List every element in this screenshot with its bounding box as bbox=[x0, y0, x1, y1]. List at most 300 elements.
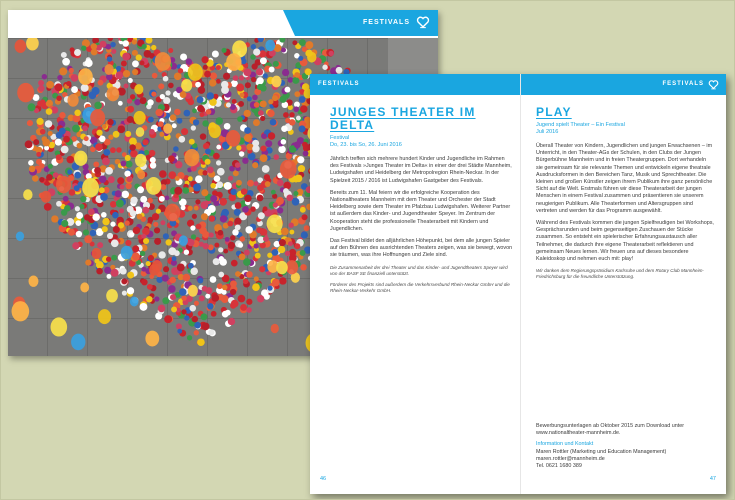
crowd-person bbox=[116, 71, 124, 79]
crowd-person bbox=[296, 116, 301, 121]
crowd-person bbox=[199, 295, 205, 301]
crowd-person bbox=[264, 174, 270, 180]
crowd-person bbox=[159, 170, 167, 178]
crowd-person bbox=[268, 132, 275, 139]
crowd-person bbox=[207, 167, 214, 174]
crowd-person bbox=[267, 110, 275, 118]
crowd-person bbox=[101, 212, 107, 218]
crowd-person bbox=[194, 206, 199, 211]
crowd-person bbox=[211, 294, 219, 302]
crowd-person bbox=[61, 146, 69, 154]
crowd-person bbox=[61, 52, 67, 58]
crowd-person bbox=[162, 275, 169, 282]
crowd-person bbox=[187, 335, 192, 340]
crowd-person bbox=[140, 196, 147, 203]
crowd-person bbox=[286, 194, 293, 201]
crowd-person bbox=[170, 294, 176, 300]
crowd-person bbox=[251, 77, 256, 82]
crowd-person bbox=[75, 206, 80, 211]
crowd-person bbox=[253, 49, 260, 56]
crowd-person bbox=[159, 132, 164, 137]
crowd-person bbox=[163, 76, 169, 82]
crowd-person bbox=[29, 166, 36, 173]
back-page-section-label: FESTIVALS bbox=[363, 19, 410, 26]
left-paragraph: Das Festival bildet den alljährlichen Höhepunkt, bei dem alle jungen Spieler auf den Bühnen des ausrichtenden Theaters zeigen, was sie bewegt, wovon sie träumen, was ihre Hoffnungen und Ziele sind. bbox=[330, 238, 513, 259]
balloon bbox=[74, 151, 87, 166]
crowd-person bbox=[298, 165, 305, 172]
crowd-person bbox=[121, 278, 127, 284]
crowd-person bbox=[221, 48, 226, 53]
crowd-person bbox=[28, 160, 34, 166]
crowd-person bbox=[192, 108, 197, 113]
crowd-person bbox=[200, 201, 208, 209]
crowd-person bbox=[260, 229, 267, 236]
crowd-person bbox=[289, 119, 295, 125]
crowd-person bbox=[241, 59, 247, 65]
crowd-person bbox=[181, 309, 186, 314]
crowd-person bbox=[283, 112, 289, 118]
contact-block bbox=[536, 423, 714, 470]
balloon bbox=[92, 248, 102, 259]
balloon bbox=[271, 324, 279, 334]
crowd-person bbox=[133, 227, 140, 234]
left-subtitle: Festival bbox=[330, 135, 350, 141]
crowd-person bbox=[100, 41, 107, 48]
right-column bbox=[536, 106, 714, 285]
crowd-person bbox=[267, 286, 272, 291]
crowd-person bbox=[44, 203, 52, 211]
crowd-person bbox=[217, 168, 225, 176]
crowd-person bbox=[130, 197, 137, 204]
crowd-person bbox=[282, 69, 289, 76]
crowd-person bbox=[277, 207, 283, 213]
crowd-person bbox=[278, 146, 285, 153]
left-date: Do, 23. bis So, 26. Juni 2016 bbox=[330, 142, 402, 148]
crowd-person bbox=[187, 239, 194, 246]
crowd-person bbox=[81, 46, 86, 51]
crowd-person bbox=[288, 222, 293, 227]
crowd-person bbox=[140, 251, 145, 256]
crowd-person bbox=[84, 235, 92, 243]
balloon bbox=[56, 176, 71, 193]
left-note: Die Zusammenarbeit der drei Theater und das Kinder- und Jugendtheaters Speyer wird von der BASF SE finanziell unterstützt. bbox=[330, 264, 508, 276]
balloon bbox=[134, 111, 146, 125]
crowd-person bbox=[132, 245, 139, 252]
crowd-person bbox=[55, 83, 63, 91]
crowd-person bbox=[137, 214, 143, 220]
crowd-person bbox=[51, 215, 58, 222]
crowd-person bbox=[227, 221, 233, 227]
back-page-header-bar bbox=[283, 10, 438, 36]
crowd-person bbox=[111, 49, 116, 54]
crowd-person bbox=[281, 139, 287, 145]
crowd-person bbox=[281, 47, 286, 52]
crowd-person bbox=[149, 129, 155, 135]
crowd-person bbox=[72, 125, 80, 133]
crowd-person bbox=[111, 255, 117, 261]
crowd-person bbox=[208, 329, 214, 335]
crowd-person bbox=[115, 190, 122, 197]
crowd-person bbox=[88, 208, 95, 215]
crowd-person bbox=[288, 77, 294, 83]
crowd-person bbox=[151, 45, 156, 50]
crowd-person bbox=[184, 249, 189, 254]
crowd-person bbox=[125, 155, 131, 161]
balloon bbox=[130, 297, 139, 307]
crowd-person bbox=[27, 120, 33, 126]
crowd-person bbox=[123, 70, 130, 77]
crowd-person bbox=[33, 139, 39, 145]
crowd-person bbox=[242, 158, 248, 164]
crowd-person bbox=[248, 152, 256, 160]
crowd-person bbox=[132, 39, 137, 44]
crowd-person bbox=[211, 311, 217, 317]
left-section-label: FESTIVALS bbox=[318, 81, 360, 87]
crowd-person bbox=[164, 195, 169, 200]
contact-phone: Tel. 0621 1680 389 bbox=[536, 463, 582, 470]
crowd-person bbox=[202, 286, 208, 292]
crowd-person bbox=[91, 43, 97, 49]
crowd-person bbox=[181, 128, 188, 135]
crowd-person bbox=[190, 225, 195, 230]
crowd-person bbox=[281, 228, 289, 236]
crowd-person bbox=[71, 74, 79, 82]
crowd-person bbox=[220, 215, 227, 222]
spine-divider bbox=[520, 74, 521, 494]
crowd-person bbox=[218, 247, 223, 252]
crowd-person bbox=[245, 82, 251, 88]
crowd-person bbox=[142, 139, 148, 145]
crowd-person bbox=[230, 235, 235, 240]
crowd-person bbox=[301, 232, 308, 239]
crowd-person bbox=[192, 316, 198, 322]
crowd-person bbox=[262, 165, 270, 173]
crowd-person bbox=[201, 313, 208, 320]
crowd-person bbox=[174, 109, 181, 116]
crowd-person bbox=[236, 145, 241, 150]
balloon bbox=[149, 264, 159, 276]
crowd-person bbox=[304, 225, 310, 231]
crowd-person bbox=[42, 139, 50, 147]
crowd-person bbox=[122, 290, 127, 295]
crowd-person bbox=[237, 116, 243, 122]
crowd-person bbox=[116, 199, 124, 207]
crowd-person bbox=[168, 48, 173, 53]
crowd-person bbox=[107, 56, 112, 61]
crowd-person bbox=[235, 224, 241, 230]
balloon bbox=[165, 204, 180, 222]
crowd-person bbox=[158, 251, 165, 258]
crowd-person bbox=[243, 279, 249, 285]
crowd-person bbox=[233, 170, 239, 176]
crowd-person bbox=[111, 239, 119, 247]
crowd-person bbox=[244, 134, 252, 142]
crowd-person bbox=[116, 66, 121, 71]
crowd-person bbox=[303, 151, 309, 157]
crowd-person bbox=[125, 183, 131, 189]
crowd-person bbox=[216, 65, 221, 70]
crowd-person bbox=[241, 188, 248, 195]
crowd-person bbox=[82, 125, 88, 131]
right-paragraph: Überall Theater von Kindern, Jugendlichen und jungen Erwachsenen – im Unterricht, in den Theater-AGs der Schulen, in den Clubs der Jungen Bürgerbühne Mannheim und in freien Theatergruppen. Dort verhandeln sie gemeinsam für sie relevante Themen und entwickeln eigene theatrale Ausdrucksformen in den Bereichen Tanz, Musik und Sprechtheater. Die kleinen und großen Künstler zeigen ihrem Publikum ihre ganz persönliche Sicht auf die Welt. Erstmals führen wir diese Theaterarbeit der jungen Menschen in einem Festival zusammen und präsentieren sie unserem neugierigen Publikum. Alle Theaterformen und Altersgruppen sind vertreten und werden für das Programm ausgewählt. bbox=[536, 143, 713, 214]
crowd-person bbox=[252, 63, 258, 69]
right-date: Juli 2016 bbox=[536, 129, 559, 135]
balloon bbox=[15, 39, 27, 52]
crowd-person bbox=[116, 147, 121, 152]
heart-logo-icon bbox=[416, 15, 430, 29]
crowd-person bbox=[164, 315, 172, 323]
crowd-person bbox=[127, 116, 134, 123]
crowd-person bbox=[127, 98, 132, 103]
crowd-person bbox=[272, 249, 279, 256]
crowd-person bbox=[193, 119, 199, 125]
crowd-person bbox=[120, 184, 125, 189]
crowd-person bbox=[300, 250, 306, 256]
crowd-person bbox=[180, 91, 187, 98]
crowd-person bbox=[218, 272, 224, 278]
crowd-person bbox=[181, 295, 186, 300]
crowd-person bbox=[283, 182, 291, 190]
balloon bbox=[104, 64, 113, 75]
crowd-person bbox=[72, 242, 79, 249]
crowd-person bbox=[122, 40, 128, 46]
balloon bbox=[188, 64, 203, 81]
crowd-person bbox=[265, 140, 272, 147]
crowd-person bbox=[118, 101, 123, 106]
crowd-person bbox=[252, 283, 260, 291]
crowd-person bbox=[140, 303, 148, 311]
crowd-person bbox=[103, 149, 110, 156]
crowd-person bbox=[231, 300, 239, 308]
balloon bbox=[137, 170, 145, 179]
crowd-person bbox=[244, 127, 251, 134]
crowd-person bbox=[40, 129, 46, 135]
left-note: Förderer des Projekts sind außerdem die Verkehrsverbund Rhein-Neckar GmbH und die Rhein-Neckar-Verkehr GmbH. bbox=[330, 281, 510, 293]
crowd-person bbox=[176, 323, 182, 329]
crowd-person bbox=[105, 167, 113, 175]
balloon bbox=[146, 177, 161, 195]
crowd-person bbox=[225, 310, 231, 316]
crowd-person bbox=[110, 201, 117, 208]
crowd-person bbox=[228, 176, 233, 181]
crowd-person bbox=[76, 212, 83, 219]
crowd-person bbox=[122, 53, 130, 61]
crowd-person bbox=[206, 109, 212, 115]
crowd-person bbox=[223, 73, 230, 80]
crowd-person bbox=[293, 191, 298, 196]
crowd-person bbox=[108, 176, 115, 183]
crowd-person bbox=[300, 207, 306, 213]
crowd-person bbox=[206, 92, 213, 99]
crowd-person bbox=[110, 42, 116, 48]
crowd-person bbox=[141, 279, 147, 285]
crowd-person bbox=[107, 274, 112, 279]
crowd-person bbox=[48, 164, 53, 169]
crowd-person bbox=[201, 189, 208, 196]
crowd-person bbox=[299, 39, 306, 46]
crowd-person bbox=[104, 267, 111, 274]
crowd-person bbox=[260, 57, 267, 64]
crowd-person bbox=[270, 119, 277, 126]
crowd-person bbox=[67, 169, 72, 174]
crowd-person bbox=[124, 170, 130, 176]
crowd-person bbox=[59, 112, 65, 118]
crowd-person bbox=[117, 177, 124, 184]
crowd-person bbox=[178, 68, 183, 73]
application-text: Bewerbungsunterlagen ab Oktober 2015 zum Download unter www.nationaltheater-mannheim.de. bbox=[536, 423, 685, 437]
crowd-person bbox=[125, 131, 131, 137]
crowd-person bbox=[39, 177, 44, 182]
crowd-person bbox=[81, 84, 89, 92]
crowd-person bbox=[212, 50, 219, 57]
crowd-person bbox=[84, 214, 90, 220]
crowd-person bbox=[160, 220, 165, 225]
crowd-person bbox=[269, 67, 275, 73]
crowd-person bbox=[186, 58, 192, 64]
crowd-person bbox=[125, 240, 131, 246]
crowd-person bbox=[285, 251, 290, 256]
crowd-person bbox=[152, 213, 159, 220]
crowd-person bbox=[108, 135, 113, 140]
crowd-person bbox=[69, 189, 76, 196]
crowd-person bbox=[154, 296, 159, 301]
crowd-person bbox=[126, 176, 132, 182]
crowd-person bbox=[96, 268, 103, 275]
balloon bbox=[71, 334, 85, 351]
crowd-person bbox=[210, 195, 217, 202]
crowd-person bbox=[174, 73, 182, 81]
crowd-person bbox=[129, 232, 134, 237]
crowd-person bbox=[252, 162, 258, 168]
crowd-person bbox=[236, 180, 242, 186]
balloon bbox=[265, 40, 275, 52]
crowd-person bbox=[140, 97, 147, 104]
crowd-person bbox=[66, 156, 74, 164]
crowd-person bbox=[95, 143, 103, 151]
crowd-person bbox=[94, 167, 101, 174]
crowd-person bbox=[280, 96, 287, 103]
crowd-person bbox=[201, 56, 208, 63]
crowd-person bbox=[231, 260, 238, 267]
crowd-person bbox=[168, 285, 176, 293]
crowd-person bbox=[107, 233, 113, 239]
crowd-person bbox=[257, 195, 264, 202]
crowd-person bbox=[302, 214, 308, 220]
crowd-person bbox=[84, 136, 89, 141]
crowd-person bbox=[56, 201, 62, 207]
crowd-person bbox=[199, 112, 204, 117]
crowd-person bbox=[99, 187, 105, 193]
balloon bbox=[188, 285, 198, 297]
balloon bbox=[226, 130, 241, 147]
crowd-person bbox=[205, 159, 211, 165]
crowd-person bbox=[279, 277, 286, 284]
crowd-person bbox=[178, 136, 185, 143]
crowd-person bbox=[218, 230, 224, 236]
crowd-person bbox=[221, 290, 226, 295]
balloon bbox=[136, 127, 145, 137]
balloon bbox=[12, 301, 30, 321]
crowd-person bbox=[256, 77, 263, 84]
crowd-person bbox=[102, 157, 110, 165]
crowd-person bbox=[127, 287, 134, 294]
balloon bbox=[78, 68, 93, 85]
crowd-person bbox=[202, 120, 209, 127]
crowd-person bbox=[197, 338, 205, 346]
right-title: PLAY bbox=[536, 105, 572, 119]
crowd-person bbox=[75, 220, 81, 226]
crowd-person bbox=[244, 250, 250, 256]
crowd-person bbox=[243, 68, 251, 76]
crowd-person bbox=[159, 196, 165, 202]
crowd-person bbox=[279, 239, 286, 246]
crowd-person bbox=[132, 60, 139, 67]
crowd-person bbox=[233, 75, 239, 81]
crowd-person bbox=[277, 180, 284, 187]
crowd-person bbox=[257, 295, 264, 302]
crowd-person bbox=[210, 72, 217, 79]
crowd-person bbox=[46, 81, 54, 89]
crowd-person bbox=[96, 130, 102, 136]
crowd-person bbox=[294, 101, 300, 107]
crowd-person bbox=[196, 96, 203, 103]
crowd-person bbox=[247, 96, 252, 101]
crowd-person bbox=[203, 143, 209, 149]
crowd-person bbox=[177, 329, 182, 334]
crowd-person bbox=[152, 73, 158, 79]
balloon bbox=[17, 83, 34, 103]
crowd-person bbox=[244, 195, 251, 202]
balloon bbox=[67, 94, 78, 107]
crowd-person bbox=[214, 175, 221, 182]
crowd-person bbox=[194, 330, 199, 335]
crowd-person bbox=[94, 102, 102, 110]
crowd-person bbox=[239, 253, 246, 260]
right-paragraph: Während des Festivals kommen die jungen Spielfreudigen bei Workshops, Gesprächsrunden und beim gegenseitigen Zuschauen der Stücke zusammen. So entsteht ein spielerischer Erfahrungsaustausch aller Teilnehmer, die dadurch ihre eigene Theaterarbeit reflektieren und gemeinsam Neues lernen. Wir freuen uns auf dieses besondere Kaleidoskop und nehmen euch mit: play! bbox=[536, 220, 714, 263]
crowd-person bbox=[209, 232, 214, 237]
crowd-person bbox=[214, 243, 219, 248]
crowd-person bbox=[265, 181, 271, 187]
crowd-person bbox=[273, 61, 279, 67]
balloon bbox=[267, 215, 283, 234]
crowd-person bbox=[289, 112, 294, 117]
crowd-person bbox=[213, 258, 220, 265]
crowd-person bbox=[149, 150, 156, 157]
left-column bbox=[330, 106, 513, 299]
crowd-person bbox=[195, 175, 203, 183]
balloon bbox=[90, 109, 105, 126]
crowd-person bbox=[163, 266, 169, 272]
crowd-person bbox=[219, 256, 224, 261]
crowd-person bbox=[153, 222, 158, 227]
crowd-person bbox=[71, 86, 78, 93]
crowd-person bbox=[141, 234, 146, 239]
crowd-person bbox=[117, 126, 125, 134]
crowd-person bbox=[294, 91, 300, 97]
crowd-person bbox=[205, 294, 210, 299]
crowd-person bbox=[216, 117, 224, 125]
crowd-person bbox=[243, 258, 251, 266]
crowd-person bbox=[168, 83, 174, 89]
crowd-person bbox=[195, 199, 200, 204]
crowd-person bbox=[110, 147, 116, 153]
crowd-person bbox=[244, 110, 251, 117]
balloon bbox=[163, 123, 172, 134]
left-page-number: 46 bbox=[320, 476, 327, 482]
crowd-person bbox=[210, 183, 216, 189]
crowd-person bbox=[257, 84, 263, 90]
crowd-person bbox=[209, 215, 215, 221]
